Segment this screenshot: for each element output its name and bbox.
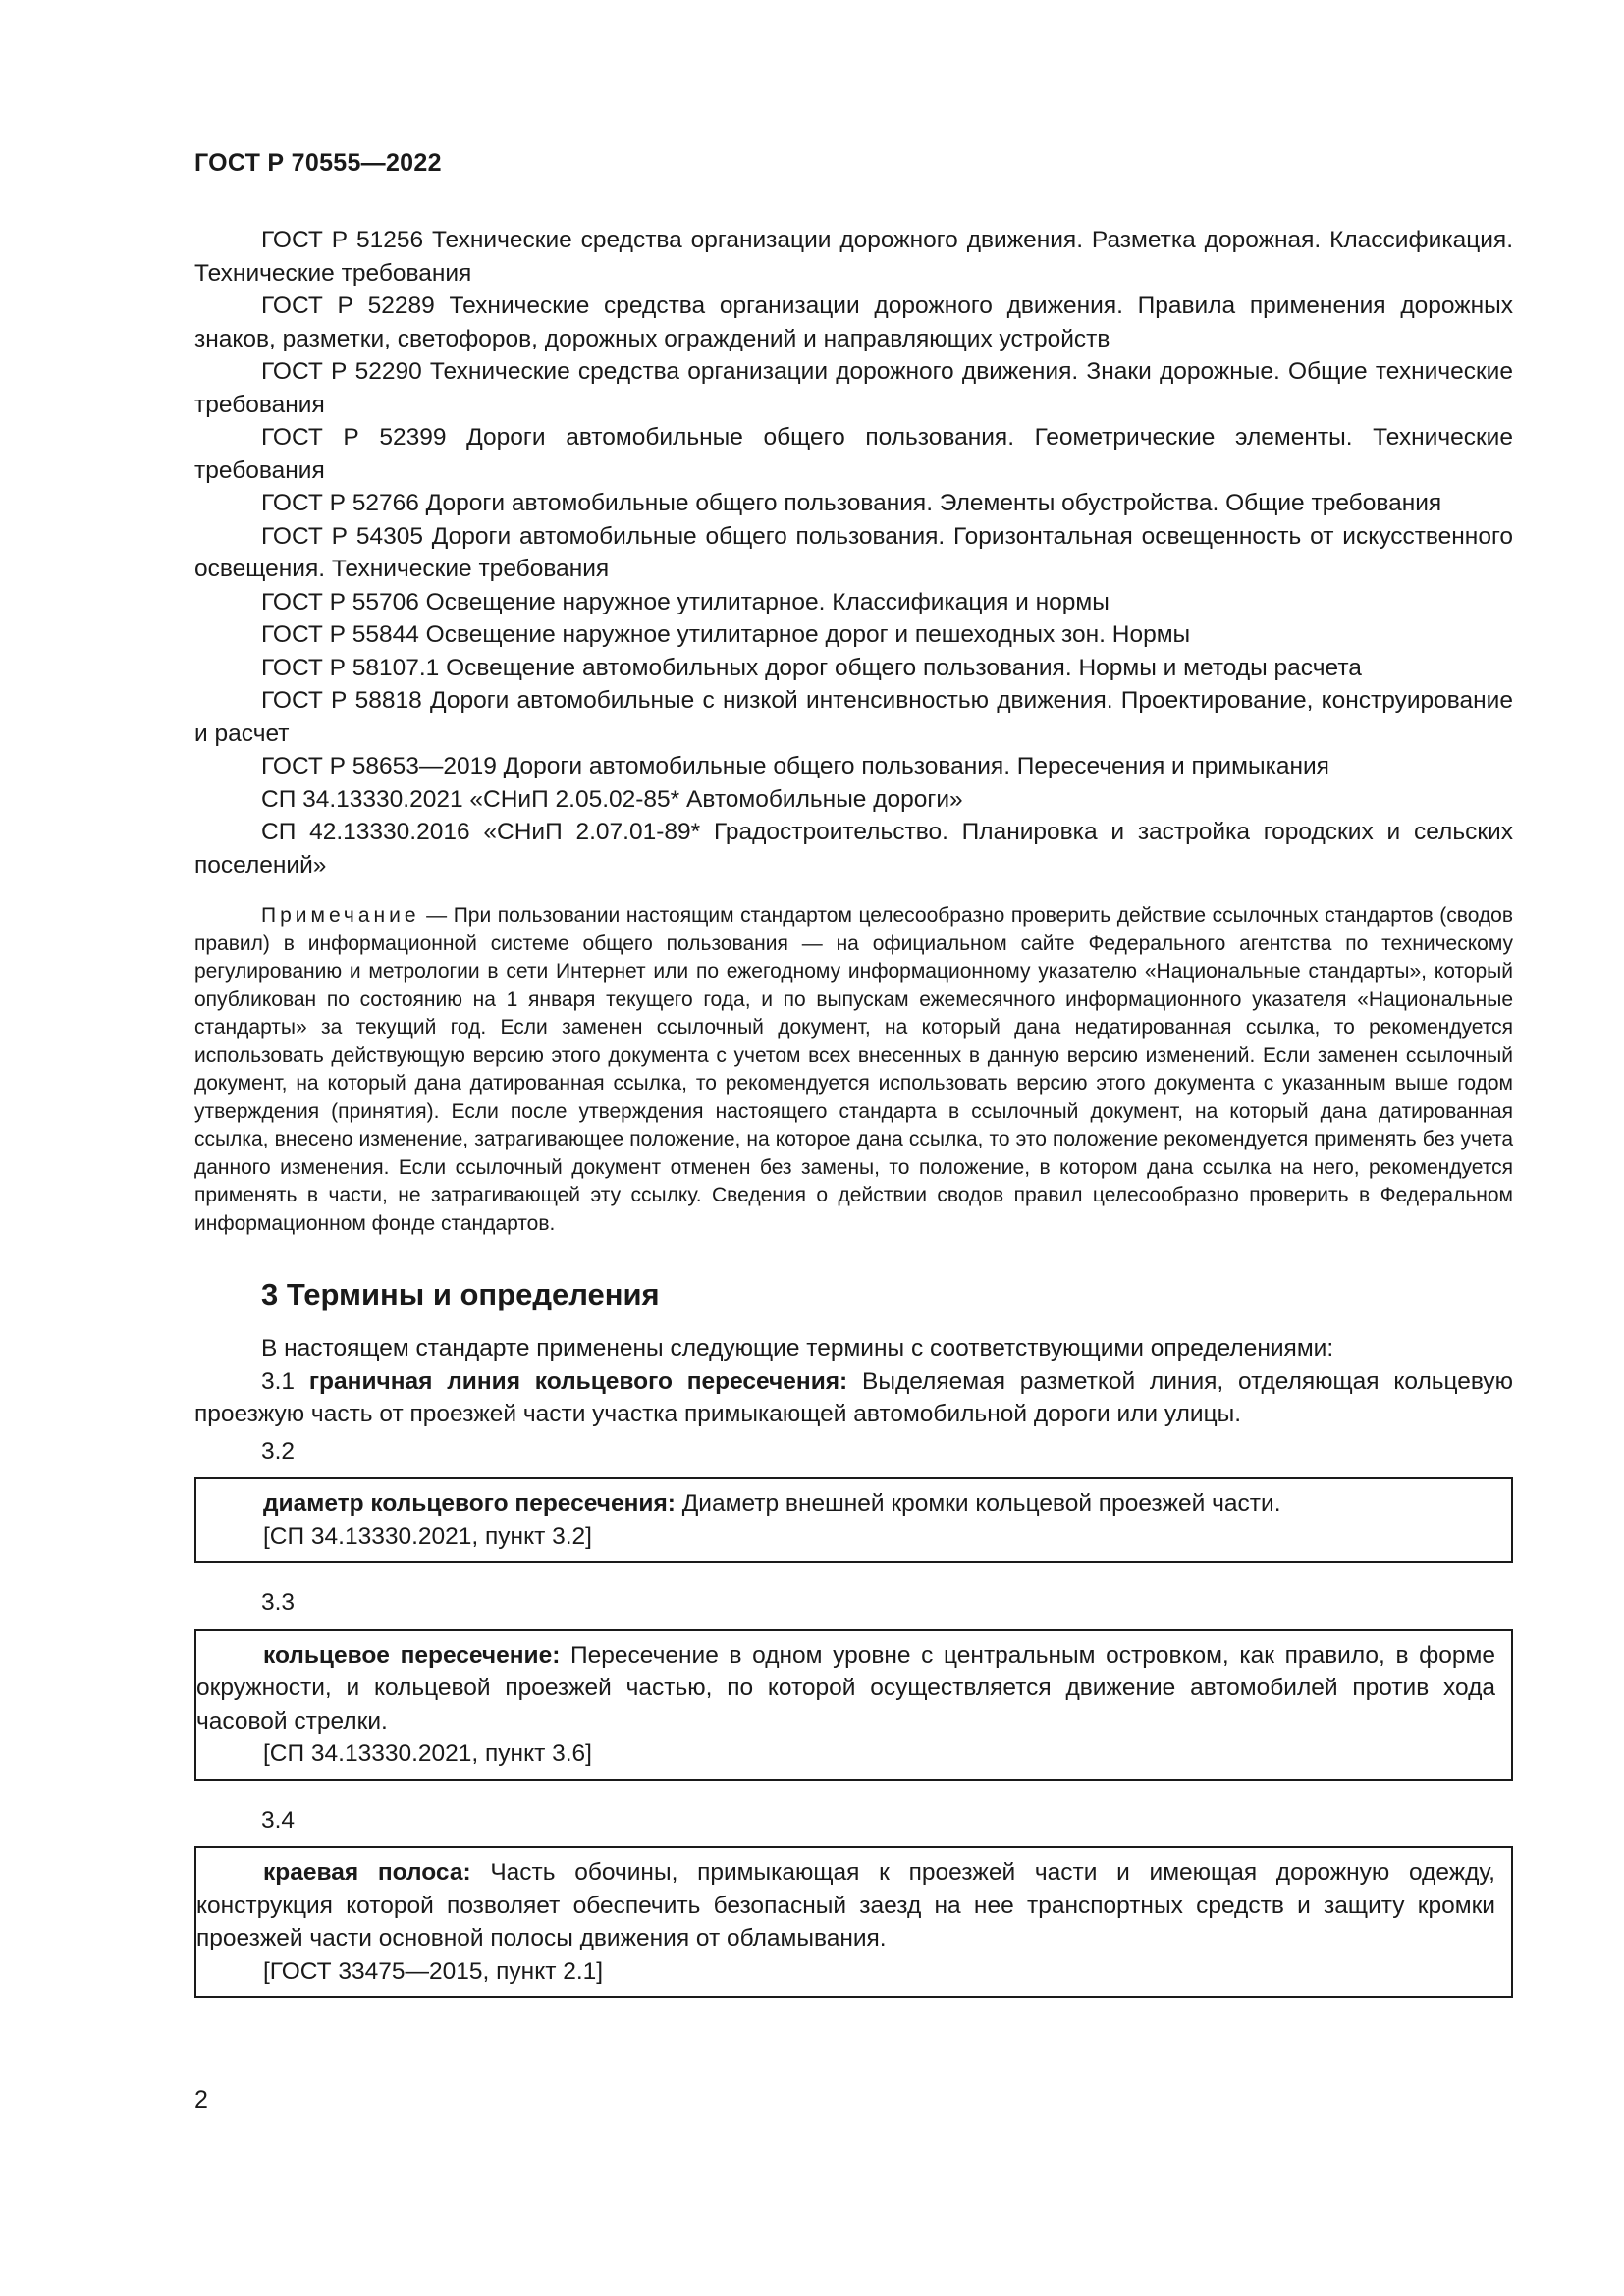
document-id-header: ГОСТ Р 70555—2022 xyxy=(194,149,442,177)
term-definition: Пересечение в одном уровне с центральным островком, как правило, в форме окружности, и кольцевой проезжей частью, по которой осуществляется движение автомобилей против хода часовой стрелки. xyxy=(196,1641,1495,1735)
term-3-4 xyxy=(196,1856,1495,1955)
reference-item: ГОСТ Р 55706 Освещение наружное утилитарное. Классификация и нормы xyxy=(261,588,1110,615)
reference-item: ГОСТ Р 51256 Технические средства организации дорожного движения. Разметка дорожная. Классификация. Технические требования xyxy=(194,227,1513,287)
term-source: [СП 34.13330.2021, пункт 3.6] xyxy=(263,1740,592,1767)
reference-item: ГОСТ Р 58818 Дороги автомобильные с низкой интенсивностью движения. Проектирование, конструирование и расчет xyxy=(194,687,1513,747)
reference-item: ГОСТ Р 52766 Дороги автомобильные общего пользования. Элементы обустройства. Общие требования xyxy=(261,490,1442,516)
page-number: 2 xyxy=(194,2086,208,2113)
term-number: 3.3 xyxy=(261,1589,296,1616)
reference-item: СП 34.13330.2021 «СНиП 2.05.02-85* Автомобильные дороги» xyxy=(261,785,963,813)
term-definition: Диаметр внешней кромки кольцевой проезжей части. xyxy=(675,1490,1281,1517)
note-label: Примечание xyxy=(261,904,420,927)
term-source: [ГОСТ 33475—2015, пункт 2.1] xyxy=(263,1957,604,1985)
reference-item: СП 42.13330.2016 «СНиП 2.07.01-89* Градостроительство. Планировка и застройка городских и сельских поселений» xyxy=(194,819,1513,879)
references-list xyxy=(194,224,1513,881)
term-box-3-4 xyxy=(194,1846,1513,1998)
note-text: — При пользовании настоящим стандартом целесообразно проверить действие ссылочных стандартов (сводов правил) в информационной системе общего пользования — на официальном сайте Федерального агентства по техническому регулированию и метрологии в сети Интернет или по ежегодному информационному указателю «Национальные стандарты», который опубликован по состоянию на 1 января текущего года, и по выпускам ежемесячного информационного указателя «Национальные стандарты» за текущий год. Если заменен ссылочный документ, на который дана недатированная ссылка, то рекомендуется использовать действующую версию этого документа с учетом всех внесенных в данную версию изменений. Если заменен ссылочный документ, на который дана датированная ссылка, то рекомендуется использовать версию этого документа с указанным выше годом утверждения (принятия). Если после утверждения настоящего стандарта в ссылочный документ, на который дана датированная ссылка, внесено изменение, затрагивающее положение, на которое дана ссылка, то это положение рекомендуется применять без учета данного изменения. Если ссылочный документ отменен без замены, то положение, в котором дана ссылка на него, рекомендуется применять в части, не затрагивающей эту ссылку. Сведения о действии сводов правил целесообразно проверить в Федеральном информационном фонде стандартов. xyxy=(194,904,1513,1235)
reference-item: ГОСТ Р 58653—2019 Дороги автомобильные общего пользования. Пересечения и примыкания xyxy=(261,753,1329,779)
term-box-3-3 xyxy=(194,1629,1513,1781)
reference-item: ГОСТ Р 52290 Технические средства организации дорожного движения. Знаки дорожные. Общие технические требования xyxy=(194,358,1513,418)
term-name: кольцевое пересечение: xyxy=(263,1641,561,1669)
term-number: 3.1 xyxy=(261,1367,309,1395)
section-title: 3 Термины и определения xyxy=(261,1277,660,1311)
reference-item: ГОСТ Р 52399 Дороги автомобильные общего пользования. Геометрические элементы. Технические требования xyxy=(194,424,1513,484)
term-box-3-2 xyxy=(194,1477,1513,1563)
page-content xyxy=(194,224,1513,2021)
term-name: краевая полоса: xyxy=(263,1859,471,1886)
term-number: 3.2 xyxy=(261,1437,296,1465)
reference-item: ГОСТ Р 55844 Освещение наружное утилитарное дорог и пешеходных зон. Нормы xyxy=(261,621,1191,648)
term-3-3 xyxy=(196,1639,1495,1738)
term-source: [СП 34.13330.2021, пункт 3.2] xyxy=(263,1522,592,1550)
term-name: диаметр кольцевого пересечения: xyxy=(263,1490,676,1517)
references-note xyxy=(194,902,1513,1238)
term-number: 3.4 xyxy=(261,1806,296,1834)
term-3-2 xyxy=(196,1487,1495,1521)
term-definition: Выделяемая разметкой линия, отделяющая кольцевую проезжую часть от проезжей части участка примыкающей автомобильной дороги или улицы. xyxy=(194,1367,1513,1427)
section-intro: В настоящем стандарте применены следующие термины с соответствующими определениями: xyxy=(261,1335,1334,1362)
term-3-1 xyxy=(194,1365,1513,1431)
reference-item: ГОСТ Р 58107.1 Освещение автомобильных дорог общего пользования. Нормы и методы расчета xyxy=(261,654,1362,681)
reference-item: ГОСТ Р 52289 Технические средства организации дорожного движения. Правила применения дорожных знаков, разметки, светофоров, дорожных ограждений и направляющих устройств xyxy=(194,293,1513,352)
term-definition: Часть обочины, примыкающая к проезжей части и имеющая дорожную одежду, конструкция которой позволяет обеспечить безопасный заезд на нее транспортных средств и защиту кромки проезжей части основной полосы движения от обламывания. xyxy=(196,1859,1495,1951)
term-name: граничная линия кольцевого пересечения: xyxy=(308,1367,848,1395)
reference-item: ГОСТ Р 54305 Дороги автомобильные общего пользования. Горизонтальная освещенность от искусственного освещения. Технические требования xyxy=(194,522,1513,582)
